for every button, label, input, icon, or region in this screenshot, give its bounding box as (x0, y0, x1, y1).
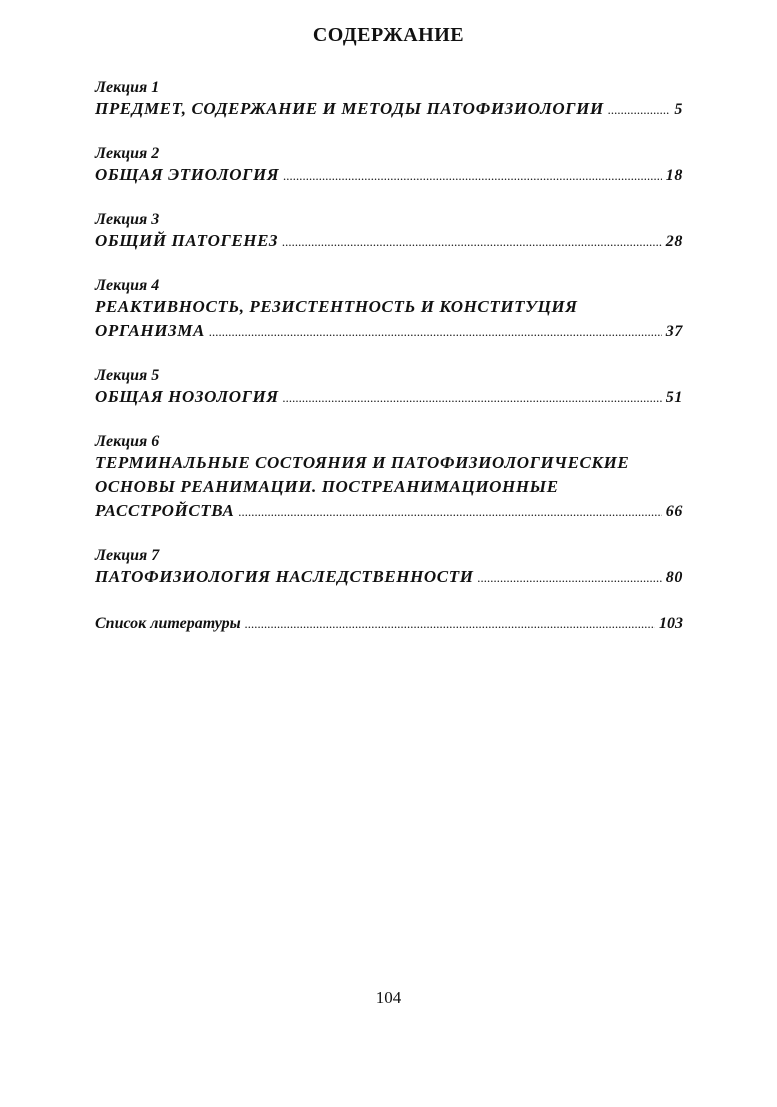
page-number: 28 (665, 233, 683, 250)
entry-title: ПАТОФИЗИОЛОГИЯ НАСЛЕДСТВЕННОСТИ (95, 567, 474, 586)
entry-title-line (95, 565, 683, 590)
entry-title: ОБЩАЯ ЭТИОЛОГИЯ (95, 165, 280, 184)
entry-title-line (95, 319, 683, 344)
page-number: 37 (665, 323, 683, 340)
toc-entry-lecture-4[interactable] (95, 276, 683, 344)
dot-leader (283, 164, 662, 188)
dot-leader (608, 98, 671, 122)
toc-entry-lecture-1[interactable] (95, 78, 683, 122)
toc-entry-lecture-5[interactable] (95, 366, 683, 410)
entry-title-line (95, 385, 683, 410)
entry-title-line (95, 499, 683, 524)
page-title: СОДЕРЖАНИЕ (312, 24, 465, 46)
page-number: 103 (659, 615, 683, 632)
toc-entry-bibliography[interactable] (95, 612, 683, 636)
entry-title-line: РЕАКТИВНОСТЬ, РЕЗИСТЕНТНОСТЬ И КОНСТИТУЦИЯ (95, 297, 578, 316)
dot-leader (478, 566, 662, 590)
lecture-label: Лекция 7 (95, 547, 160, 564)
entry-title: ОБЩИЙ ПАТОГЕНЕЗ (95, 231, 279, 250)
entry-title-line: ОСНОВЫ РЕАНИМАЦИИ. ПОСТРЕАНИМАЦИОННЫЕ (95, 477, 559, 496)
toc-entry-lecture-6[interactable] (95, 432, 683, 524)
entry-title-line: ТЕРМИНАЛЬНЫЕ СОСТОЯНИЯ И ПАТОФИЗИОЛОГИЧЕСКИЕ (95, 453, 630, 472)
lecture-label: Лекция 3 (95, 211, 160, 228)
lecture-label: Лекция 4 (95, 277, 160, 294)
page-number: 80 (665, 569, 683, 586)
entry-title: ПРЕДМЕТ, СОДЕРЖАНИЕ И МЕТОДЫ ПАТОФИЗИОЛОГИИ (95, 99, 604, 118)
toc-entry-lecture-7[interactable] (95, 546, 683, 590)
toc-entry-lecture-2[interactable] (95, 144, 683, 188)
entry-title: ОБЩАЯ НОЗОЛОГИЯ (95, 387, 279, 406)
entry-title-line (95, 97, 683, 122)
entry-title: ОРГАНИЗМА (95, 321, 205, 340)
dot-leader (282, 230, 662, 254)
page-number: 51 (665, 389, 683, 406)
lecture-label: Лекция 5 (95, 367, 160, 384)
lecture-label: Лекция 2 (95, 145, 160, 162)
entry-title: РАССТРОЙСТВА (95, 501, 235, 520)
table-of-contents (95, 78, 683, 658)
toc-entry-lecture-3[interactable] (95, 210, 683, 254)
entry-title-line (95, 163, 683, 188)
lecture-label: Лекция 1 (95, 79, 160, 96)
page-number-footer: 104 (375, 988, 402, 1007)
page-number: 66 (665, 503, 683, 520)
dot-leader (245, 612, 655, 636)
lecture-label: Лекция 6 (95, 433, 160, 450)
entry-title-line (95, 229, 683, 254)
dot-leader (283, 386, 662, 410)
entry-title-line (95, 612, 683, 636)
dot-leader (238, 500, 661, 524)
dot-leader (209, 320, 662, 344)
page-number: 5 (674, 101, 683, 118)
bibliography-label: Список литературы (95, 615, 241, 632)
page-number: 18 (665, 167, 683, 184)
